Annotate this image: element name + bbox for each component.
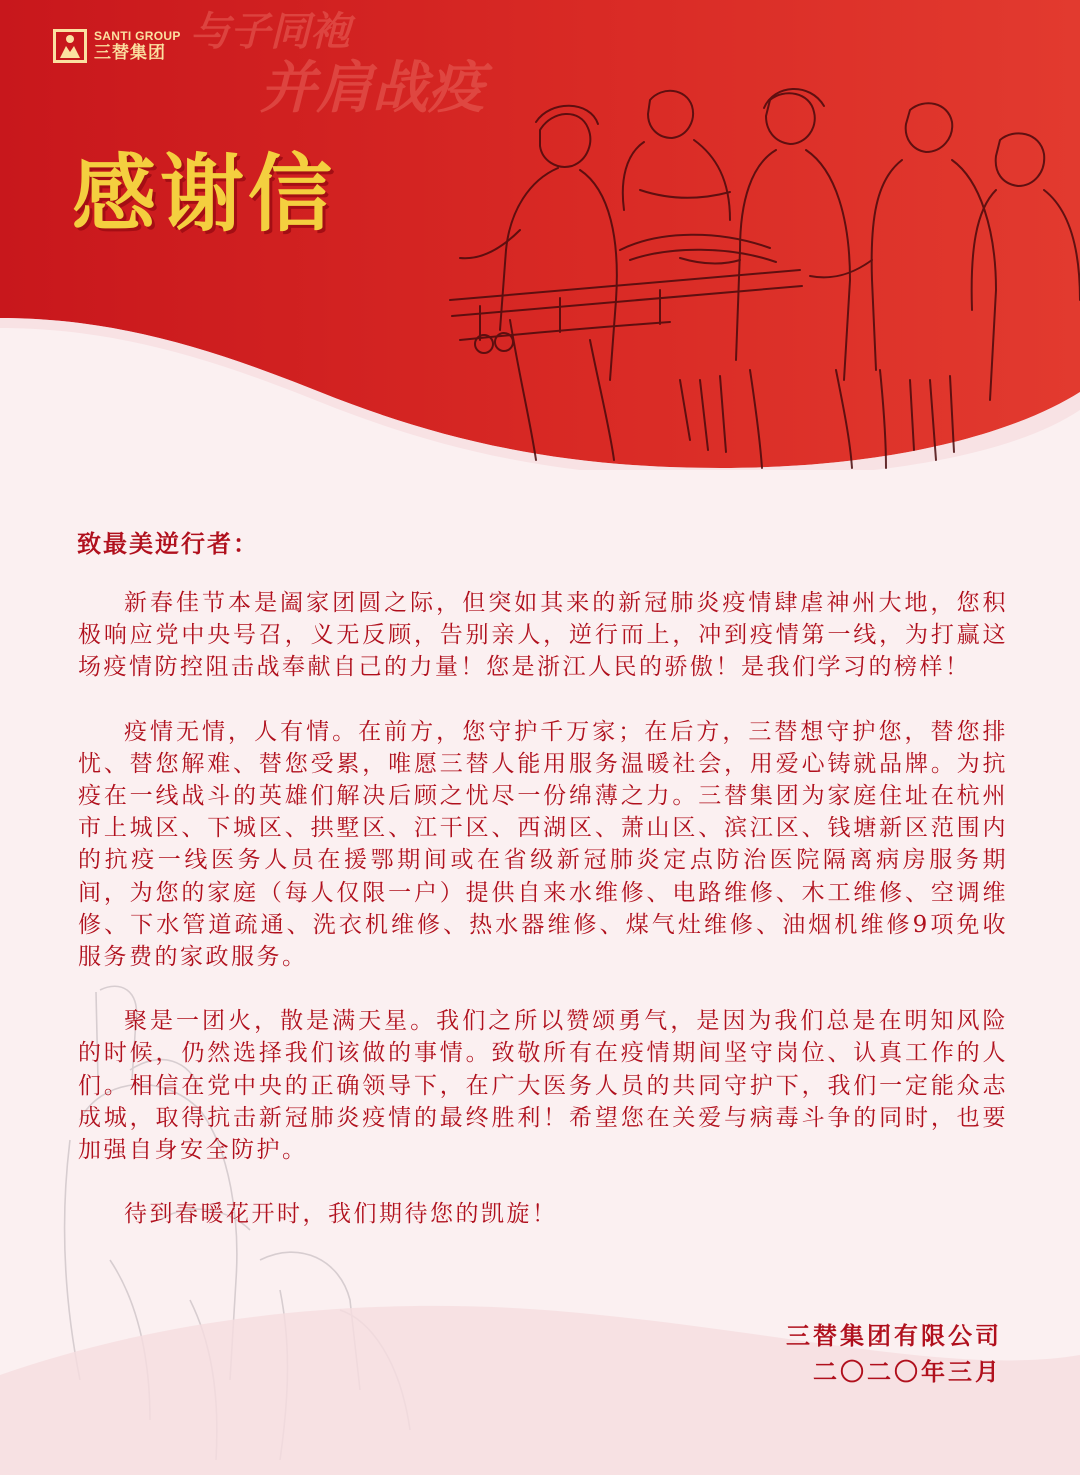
logo-chinese-text: 三替集团 [94, 43, 166, 63]
letter-signature [786, 1318, 1002, 1390]
medical-workers-sketch [440, 80, 1080, 470]
letter-body [78, 587, 1008, 1262]
slogan-line-2: 并肩战疫 [260, 56, 484, 121]
signature-company: 三替集团有限公司 [786, 1321, 1002, 1350]
logo-english-text: SANTI GROUP [94, 29, 181, 43]
letter-greeting: 致最美逆行者： [77, 529, 259, 558]
letter-paragraph-3: 聚是一团火，散是满天星。我们之所以赞颂勇气，是因为我们总是在明知风险的时候，仍然选择我们该做的事情。致敬所有在疫情期间坚守岗位、认真工作的人们。相信在党中央的正确领导下，在广大医务人员的共同守护下，我们一定能众志成城，取得抗击新冠肺炎疫情的最终胜利！希望您在关爱与病毒斗争的同时，也要加强自身安全防护。 [78, 1008, 1008, 1164]
page-title: 感谢信 [72, 145, 337, 243]
letter-paragraph-1: 新春佳节本是阖家团圆之际，但突如其来的新冠肺炎疫情肆虐神州大地，您积极响应党中央号召，义无反顾，告别亲人，逆行而上，冲到疫情第一线，为打赢这场疫情防控阻击战奉献自己的力量！您是浙江人民的骄傲！是我们学习的榜样！ [78, 590, 1008, 681]
santi-logo-icon [52, 28, 88, 64]
signature-date: 二〇二〇年三月 [813, 1357, 1002, 1386]
slogan-line-1: 与子同袍 [190, 9, 350, 55]
letter-paragraph-2: 疫情无情，人有情。在前方，您守护千万家；在后方，三替想守护您，替您排忧、替您解难、替您受累，唯愿三替人能用服务温暖社会，用爱心铸就品牌。为抗疫在一线战斗的英雄们解决后顾之忧尽一份绵薄之力。三替集团为家庭住址在杭州市上城区、下城区、拱墅区、江干区、西湖区、萧山区、滨江区、钱塘新区范围内的抗疫一线医务人员在援鄂期间或在省级新冠肺炎定点防治医院隔离病房服务期间，为您的家庭（每人仅限一户）提供自来水维修、电路维修、木工维修、空调维修、下水管道疏通、洗衣机维修、热水器维修、煤气灶维修、油烟机维修9项免收服务费的家政服务。 [78, 718, 1008, 971]
letter-paragraph-4: 待到春暖花开时，我们期待您的凯旋！ [124, 1201, 558, 1228]
